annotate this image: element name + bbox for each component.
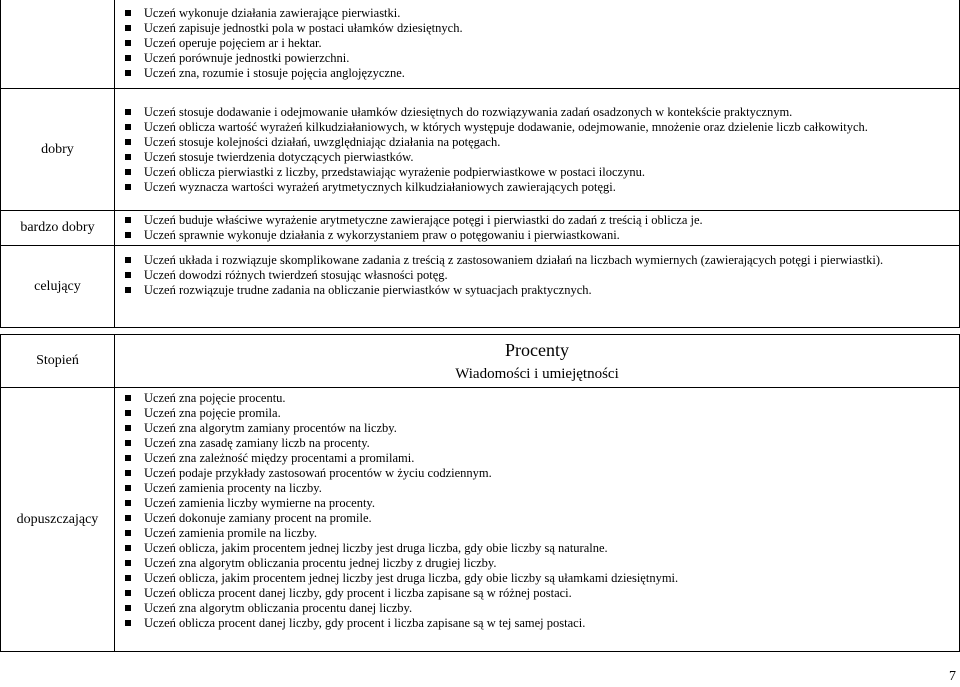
list-item: Uczeń zna pojęcie promila.: [115, 406, 959, 421]
grade-cell: [1, 0, 115, 89]
list-item: Uczeń oblicza, jakim procentem jednej liczby jest druga liczba, gdy obie liczby są ułamkami dziesiętnymi.: [115, 571, 959, 586]
list-item: Uczeń zamienia promile na liczby.: [115, 526, 959, 541]
section-subtitle: Wiadomości i umiejętności: [455, 366, 619, 382]
list-item: Uczeń sprawnie wykonuje działania z wykorzystaniem praw o potęgowaniu i pierwiastkowani.: [115, 228, 959, 243]
list-item: Uczeń dokonuje zamiany procent na promile.: [115, 511, 959, 526]
list-item: Uczeń zamienia procenty na liczby.: [115, 481, 959, 496]
grade-cell-dopuszczajacy: dopuszczający: [1, 388, 115, 652]
list-item: Uczeń zna algorytm zamiany procentów na liczby.: [115, 421, 959, 436]
table-row: [1, 89, 960, 211]
requirements-list: [115, 391, 959, 631]
requirements-cell: [114, 211, 959, 246]
page-number: 7: [949, 669, 956, 684]
list-item: Uczeń stosuje dodawanie i odejmowanie ułamków dziesiętnych do rozwiązywania zadań osadzonych w kontekście praktycznym.: [115, 105, 959, 120]
requirements-list: [115, 105, 959, 195]
requirements-cell: [114, 388, 959, 652]
grade-cell-dobry: dobry: [1, 89, 115, 211]
grade-column-header: Stopień: [1, 335, 115, 388]
table-row: [1, 211, 960, 246]
requirements-cell: [114, 89, 959, 211]
list-item: Uczeń stosuje twierdzenia dotyczących pierwiastków.: [115, 150, 959, 165]
list-item: Uczeń zna algorytm obliczania procentu danej liczby.: [115, 601, 959, 616]
list-item: Uczeń rozwiązuje trudne zadania na obliczanie pierwiastków w sytuacjach praktycznych.: [115, 283, 959, 298]
list-item: Uczeń podaje przykłady zastosowań procentów w życiu codziennym.: [115, 466, 959, 481]
requirements-cell: [114, 0, 959, 89]
grade-cell-bardzo-dobry: bardzo dobry: [1, 211, 115, 246]
grade-cell-celujacy: celujący: [1, 246, 115, 328]
list-item: Uczeń wyznacza wartości wyrażeń arytmetycznych kilkudziałaniowych zawierających potęgi.: [115, 180, 959, 195]
list-item: Uczeń porównuje jednostki powierzchni.: [115, 51, 959, 66]
list-item: Uczeń zna pojęcie procentu.: [115, 391, 959, 406]
list-item: Uczeń wykonuje działania zawierające pierwiastki.: [115, 6, 959, 21]
list-item: Uczeń operuje pojęciem ar i hektar.: [115, 36, 959, 51]
list-item: Uczeń zna algorytm obliczania procentu jednej liczby z drugiej liczby.: [115, 556, 959, 571]
list-item: Uczeń zna zależność między procentami a promilami.: [115, 451, 959, 466]
list-item: Uczeń oblicza procent danej liczby, gdy procent i liczba zapisane są w różnej postaci.: [115, 586, 959, 601]
list-item: Uczeń oblicza, jakim procentem jednej liczby jest druga liczba, gdy obie liczby są naturalne.: [115, 541, 959, 556]
table-header-row: [1, 335, 960, 388]
list-item: Uczeń buduje właściwe wyrażenie arytmetyczne zawierające potęgi i pierwiastki do zadań z treścią i oblicza je.: [115, 213, 959, 228]
list-item: Uczeń układa i rozwiązuje skomplikowane zadania z treścią z zastosowaniem działań na liczbach wymiernych (zawierających potęgi i pierwiastki).: [115, 253, 959, 268]
table-row: [1, 388, 960, 652]
table-row: [1, 0, 960, 89]
requirements-list: [115, 6, 959, 81]
requirements-list: [115, 253, 959, 298]
list-item: Uczeń zapisuje jednostki pola w postaci ułamków dziesiętnych.: [115, 21, 959, 36]
list-item: Uczeń oblicza pierwiastki z liczby, przedstawiając wyrażenie podpierwiastkowe w postaci iloczynu.: [115, 165, 959, 180]
table-row: [1, 246, 960, 328]
grades-table-roots: [0, 0, 960, 328]
list-item: Uczeń dowodzi różnych twierdzeń stosując własności potęg.: [115, 268, 959, 283]
list-item: Uczeń zna, rozumie i stosuje pojęcia anglojęzyczne.: [115, 66, 959, 81]
section-header-cell: [114, 335, 959, 388]
grades-table-percentages: [0, 334, 960, 652]
list-item: Uczeń oblicza procent danej liczby, gdy procent i liczba zapisane są w tej samej postaci.: [115, 616, 959, 631]
list-item: Uczeń zna zasadę zamiany liczb na procenty.: [115, 436, 959, 451]
requirements-list: [115, 213, 959, 243]
requirements-cell: [114, 246, 959, 328]
list-item: Uczeń stosuje kolejności działań, uwzględniając działania na potęgach.: [115, 135, 959, 150]
list-item: Uczeń oblicza wartość wyrażeń kilkudziałaniowych, w których występuje dodawanie, odejmowanie, mnożenie oraz dzielenie liczb całkowitych.: [115, 120, 959, 135]
section-title: Procenty: [504, 340, 569, 360]
list-item: Uczeń zamienia liczby wymierne na procenty.: [115, 496, 959, 511]
